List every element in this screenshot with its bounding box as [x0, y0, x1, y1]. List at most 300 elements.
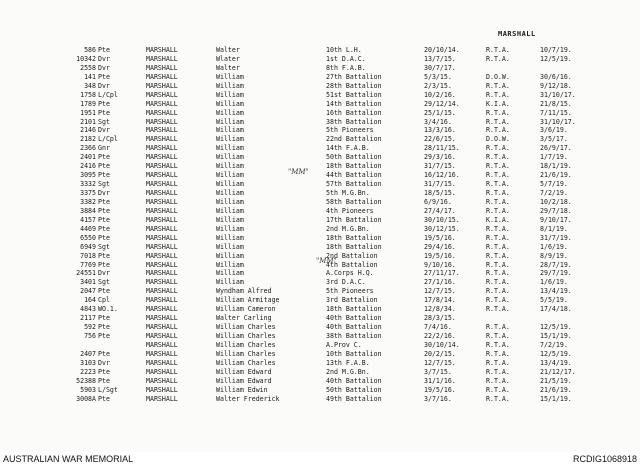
cell-fate: R.T.A. [486, 197, 510, 206]
table-row [0, 118, 640, 127]
cell-rank: Pte [98, 376, 110, 385]
cell-return-date: 31/10/17. [540, 117, 576, 126]
table-row [0, 278, 640, 287]
cell-given-names: William [216, 81, 244, 90]
cell-fate: R.T.A. [486, 162, 510, 171]
cell-given-names: William [216, 126, 244, 135]
cell-unit: 8th F.A.B. [326, 63, 366, 72]
cell-rank: Dvr [98, 63, 110, 72]
cell-return-date: 31/7/19. [540, 233, 572, 242]
cell-unit: 2nd M.G.Bn. [326, 224, 370, 233]
cell-unit: 10th L.H. [326, 46, 362, 54]
cell-unit: 28th Battalion [326, 81, 382, 90]
cell-enlistment-date: 7/4/16. [424, 323, 452, 332]
cell-surname: MARSHALL [146, 171, 178, 180]
cell-return-date: 8/9/19. [540, 251, 568, 260]
cell-rank: Gnr [98, 144, 110, 153]
cell-fate: R.T.A. [486, 385, 510, 394]
cell-return-date: 7/2/19. [540, 340, 568, 349]
cell-surname: MARSHALL [146, 90, 178, 99]
cell-service-number: 52388 [76, 376, 96, 385]
cell-surname: MARSHALL [146, 135, 178, 144]
cell-return-date: 21/8/15. [540, 99, 572, 108]
cell-given-names: William [216, 108, 244, 117]
cell-given-names: William Charles [216, 349, 276, 358]
cell-unit: 27th Battalion [326, 72, 382, 81]
table-row [0, 198, 640, 207]
cell-return-date: 18/1/19. [540, 162, 572, 171]
table-row [0, 243, 640, 252]
cell-given-names: William [216, 269, 244, 278]
cell-fate: R.T.A. [486, 224, 510, 233]
cell-surname: MARSHALL [146, 215, 178, 224]
cell-service-number: 2558 [80, 63, 96, 72]
mm-annotation: "MM" [316, 257, 337, 265]
cell-rank: Pte [98, 72, 110, 81]
cell-service-number: 2182 [80, 135, 96, 144]
cell-service-number: 141 [84, 72, 96, 81]
cell-unit: 50th Battalion [326, 153, 382, 162]
cell-rank: Sgt [98, 117, 110, 126]
cell-surname: MARSHALL [146, 260, 178, 269]
cell-given-names: William [216, 278, 244, 287]
cell-unit: 14th Battalion [326, 99, 382, 108]
cell-fate: R.T.A. [486, 323, 510, 332]
footer-institution: AUSTRALIAN WAR MEMORIAL [3, 454, 134, 464]
cell-service-number: 7018 [80, 251, 96, 260]
cell-return-date: 29/7/19. [540, 269, 572, 278]
cell-enlistment-date: 25/1/15. [424, 108, 456, 117]
cell-surname: MARSHALL [146, 385, 178, 394]
cell-unit: A.Corps H.Q. [326, 269, 374, 278]
cell-surname: MARSHALL [146, 305, 178, 314]
cell-given-names: William [216, 153, 244, 162]
cell-service-number: 348 [84, 81, 96, 90]
cell-unit: 16th Battalion [326, 108, 382, 117]
cell-given-names: William [216, 180, 244, 189]
cell-fate: R.T.A. [486, 358, 510, 367]
surname-heading: MARSHALL [498, 30, 536, 38]
cell-rank: Pte [98, 349, 110, 358]
cell-surname: MARSHALL [146, 394, 178, 403]
cell-fate: R.T.A. [486, 260, 510, 269]
cell-enlistment-date: 12/8/34. [424, 305, 456, 314]
cell-unit: 50th Battalion [326, 385, 382, 394]
cell-service-number: 4843 [80, 305, 96, 314]
cell-enlistment-date: 13/3/16. [424, 126, 456, 135]
cell-fate: R.T.A. [486, 144, 510, 153]
cell-given-names: William [216, 117, 244, 126]
cell-fate: R.T.A. [486, 81, 510, 90]
table-row [0, 135, 640, 144]
cell-surname: MARSHALL [146, 296, 178, 305]
cell-service-number: 3401 [80, 278, 96, 287]
cell-rank: Dvr [98, 358, 110, 367]
cell-surname: MARSHALL [146, 117, 178, 126]
cell-surname: MARSHALL [146, 251, 178, 260]
cell-return-date: 29/7/18. [540, 206, 572, 215]
cell-return-date: 7/2/19. [540, 189, 568, 197]
table-row [0, 225, 640, 234]
cell-given-names: Walter Carling [216, 314, 272, 323]
cell-unit: 58th Battalion [326, 197, 382, 206]
table-row [0, 323, 640, 332]
cell-service-number: 1758 [80, 90, 96, 99]
cell-return-date: 26/9/17. [540, 144, 572, 153]
table-row [0, 207, 640, 216]
cell-given-names: William [216, 189, 244, 197]
cell-surname: MARSHALL [146, 340, 178, 349]
cell-service-number: 2117 [80, 314, 96, 323]
cell-enlistment-date: 2/3/15. [424, 81, 452, 90]
table-row [0, 153, 640, 162]
cell-surname: MARSHALL [146, 81, 178, 90]
cell-rank: Pte [98, 323, 110, 332]
cell-return-date: 21/5/19. [540, 376, 572, 385]
cell-rank: WO.1. [98, 305, 118, 314]
table-row [0, 73, 640, 82]
cell-unit: 44th Battalion [326, 171, 382, 180]
table-row [0, 216, 640, 225]
cell-rank: Pte [98, 171, 110, 180]
cell-rank: Pte [98, 215, 110, 224]
cell-return-date: 7/11/15. [540, 108, 572, 117]
cell-return-date: 1/6/19. [540, 278, 568, 287]
cell-rank: Pte [98, 153, 110, 162]
cell-rank: Pte [98, 162, 110, 171]
cell-rank: Dvr [98, 81, 110, 90]
cell-fate: R.T.A. [486, 171, 510, 180]
cell-given-names: William [216, 90, 244, 99]
cell-enlistment-date: 18/5/15. [424, 189, 456, 197]
cell-enlistment-date: 30/12/15. [424, 224, 460, 233]
cell-enlistment-date: 19/5/16. [424, 251, 456, 260]
cell-rank: Cpl [98, 296, 110, 305]
cell-service-number: 3008A [76, 394, 96, 403]
table-row [0, 386, 640, 395]
cell-unit: 3rd D.A.C. [326, 278, 366, 287]
cell-return-date: 1/7/19. [540, 153, 568, 162]
cell-surname: MARSHALL [146, 54, 178, 63]
cell-fate: R.T.A. [486, 189, 510, 197]
cell-unit: 5th Pioneers [326, 287, 374, 296]
cell-enlistment-date: 30/10/15. [424, 215, 460, 224]
cell-return-date: 5/5/19. [540, 296, 568, 305]
cell-service-number: 164 [84, 296, 96, 305]
table-row [0, 100, 640, 109]
cell-given-names: William Charles [216, 358, 276, 367]
table-row [0, 126, 640, 135]
cell-unit: 40th Battalion [326, 314, 382, 323]
cell-unit: A.Prov C. [326, 340, 362, 349]
cell-given-names: William Cameron [216, 305, 276, 314]
cell-fate: K.I.A. [486, 99, 510, 108]
cell-fate: R.T.A. [486, 126, 510, 135]
cell-unit: 38th Battalion [326, 117, 382, 126]
cell-service-number: 592 [84, 323, 96, 332]
cell-service-number: 2223 [80, 367, 96, 376]
cell-given-names: Walter [216, 63, 240, 72]
cell-surname: MARSHALL [146, 314, 178, 323]
nominal-roll-list [0, 46, 640, 404]
cell-enlistment-date: 3/7/16. [424, 394, 452, 403]
cell-service-number: 2101 [80, 117, 96, 126]
cell-enlistment-date: 29/12/14. [424, 99, 460, 108]
cell-enlistment-date: 28/11/15. [424, 144, 460, 153]
cell-enlistment-date: 13/7/15. [424, 54, 456, 63]
cell-given-names: William Charles [216, 323, 276, 332]
cell-rank: Dvr [98, 126, 110, 135]
table-row [0, 82, 640, 91]
table-row [0, 287, 640, 296]
cell-surname: MARSHALL [146, 197, 178, 206]
cell-return-date: 10/2/18. [540, 197, 572, 206]
cell-unit: 18th Battalion [326, 305, 382, 314]
cell-return-date: 12/5/19. [540, 323, 572, 332]
cell-enlistment-date: 16/12/16. [424, 171, 460, 180]
cell-service-number: 2416 [80, 162, 96, 171]
cell-fate: K.I.A. [486, 215, 510, 224]
table-row [0, 180, 640, 189]
cell-rank: Dvr [98, 269, 110, 278]
table-row [0, 162, 640, 171]
table-row [0, 359, 640, 368]
table-row [0, 91, 640, 100]
cell-return-date: 28/7/19. [540, 260, 572, 269]
cell-return-date: 8/1/19. [540, 224, 568, 233]
cell-service-number: 5903 [80, 385, 96, 394]
cell-return-date: 21/6/19. [540, 171, 572, 180]
cell-return-date: 21/6/19. [540, 385, 572, 394]
cell-rank: Pte [98, 394, 110, 403]
cell-unit: 49th Battalion [326, 394, 382, 403]
table-row [0, 395, 640, 404]
cell-unit: 5th M.G.Bn. [326, 189, 370, 197]
table-row [0, 171, 640, 180]
cell-enlistment-date: 19/5/16. [424, 385, 456, 394]
table-row [0, 46, 640, 55]
cell-service-number: 1951 [80, 108, 96, 117]
table-row [0, 350, 640, 359]
cell-unit: 13th F.A.B. [326, 358, 370, 367]
cell-rank: Pte [98, 197, 110, 206]
table-row [0, 332, 640, 341]
cell-return-date: 30/6/16. [540, 72, 572, 81]
cell-given-names: Wyndham Alfred [216, 287, 272, 296]
cell-rank: Dvr [98, 54, 110, 63]
cell-return-date: 12/5/19. [540, 54, 572, 63]
cell-surname: MARSHALL [146, 287, 178, 296]
cell-given-names: William [216, 162, 244, 171]
cell-rank: Pte [98, 224, 110, 233]
cell-fate: R.T.A. [486, 332, 510, 340]
cell-given-names: Walter Frederick [216, 394, 280, 403]
cell-fate: R.T.A. [486, 376, 510, 385]
cell-enlistment-date: 31/7/15. [424, 180, 456, 189]
cell-service-number: 2146 [80, 126, 96, 135]
table-row [0, 314, 640, 323]
cell-fate: R.T.A. [486, 117, 510, 126]
cell-enlistment-date: 3/4/16. [424, 117, 452, 126]
cell-enlistment-date: 22/6/15. [424, 135, 456, 144]
cell-enlistment-date: 19/5/16. [424, 233, 456, 242]
cell-return-date: 17/4/18. [540, 305, 572, 314]
cell-surname: MARSHALL [146, 99, 178, 108]
cell-surname: MARSHALL [146, 46, 178, 54]
cell-service-number: 7769 [80, 260, 96, 269]
cell-return-date: 21/12/17. [540, 367, 576, 376]
cell-enlistment-date: 30/10/14. [424, 340, 460, 349]
cell-given-names: William [216, 197, 244, 206]
cell-surname: MARSHALL [146, 189, 178, 197]
footer-record-id: RCDIG1068918 [572, 454, 637, 464]
cell-surname: MARSHALL [146, 153, 178, 162]
cell-surname: MARSHALL [146, 323, 178, 332]
cell-fate: R.T.A. [486, 394, 510, 403]
cell-rank: Pte [98, 108, 110, 117]
cell-given-names: William [216, 260, 244, 269]
cell-surname: MARSHALL [146, 376, 178, 385]
cell-enlistment-date: 31/7/15. [424, 162, 456, 171]
cell-rank: Sgt [98, 242, 110, 251]
cell-surname: MARSHALL [146, 108, 178, 117]
table-row [0, 189, 640, 198]
cell-surname: MARSHALL [146, 144, 178, 153]
table-row [0, 305, 640, 314]
cell-surname: MARSHALL [146, 63, 178, 72]
cell-surname: MARSHALL [146, 242, 178, 251]
cell-return-date: 13/4/19. [540, 358, 572, 367]
cell-fate: R.T.A. [486, 242, 510, 251]
cell-unit: 14th F.A.B. [326, 144, 370, 153]
cell-unit: 40th Battalion [326, 323, 382, 332]
cell-service-number: 756 [84, 332, 96, 340]
cell-enlistment-date: 9/10/16. [424, 260, 456, 269]
cell-given-names: William [216, 206, 244, 215]
cell-return-date: 15/1/19. [540, 332, 572, 340]
cell-given-names: William [216, 171, 244, 180]
cell-fate: R.T.A. [486, 90, 510, 99]
cell-service-number: 10342 [76, 54, 96, 63]
cell-service-number: 3332 [80, 180, 96, 189]
cell-surname: MARSHALL [146, 233, 178, 242]
cell-enlistment-date: 3/7/15. [424, 367, 452, 376]
cell-surname: MARSHALL [146, 367, 178, 376]
cell-surname: MARSHALL [146, 180, 178, 189]
cell-given-names: William Charles [216, 332, 276, 340]
cell-given-names: William [216, 233, 244, 242]
cell-service-number: 3382 [80, 197, 96, 206]
cell-rank: Pte [98, 367, 110, 376]
cell-service-number: 4469 [80, 224, 96, 233]
cell-enlistment-date: 20/2/15. [424, 349, 456, 358]
cell-service-number: 3884 [80, 206, 96, 215]
cell-unit: 17th Battalion [326, 215, 382, 224]
cell-fate: R.T.A. [486, 287, 510, 296]
cell-return-date: 9/10/17. [540, 215, 572, 224]
cell-surname: MARSHALL [146, 162, 178, 171]
cell-enlistment-date: 20/10/14. [424, 46, 460, 54]
cell-rank: Pte [98, 314, 110, 323]
cell-rank: Pte [98, 251, 110, 260]
cell-unit: 1st D.A.C. [326, 54, 366, 63]
cell-given-names: William [216, 224, 244, 233]
cell-rank: Pte [98, 99, 110, 108]
cell-rank: Pte [98, 332, 110, 340]
cell-service-number: 6550 [80, 233, 96, 242]
cell-surname: MARSHALL [146, 269, 178, 278]
cell-rank: L/Cpl [98, 90, 118, 99]
cell-return-date: 15/1/19. [540, 394, 572, 403]
cell-fate: R.T.A. [486, 46, 510, 54]
cell-enlistment-date: 22/2/16. [424, 332, 456, 340]
cell-given-names: William Armitage [216, 296, 280, 305]
cell-given-names: William [216, 251, 244, 260]
cell-fate: R.T.A. [486, 180, 510, 189]
cell-service-number: 3095 [80, 171, 96, 180]
cell-enlistment-date: 27/11/17. [424, 269, 460, 278]
cell-enlistment-date: 28/3/15. [424, 314, 456, 323]
cell-enlistment-date: 29/3/16. [424, 153, 456, 162]
cell-service-number: 586 [84, 46, 96, 54]
cell-fate: R.T.A. [486, 251, 510, 260]
cell-return-date: 3/6/19. [540, 126, 568, 135]
cell-surname: MARSHALL [146, 358, 178, 367]
cell-enlistment-date: 6/9/16. [424, 197, 452, 206]
table-row [0, 269, 640, 278]
cell-unit: 3rd Battalion [326, 296, 378, 305]
cell-fate: R.T.A. [486, 278, 510, 287]
cell-given-names: William [216, 215, 244, 224]
cell-enlistment-date: 30/7/17. [424, 63, 456, 72]
cell-enlistment-date: 27/4/17. [424, 206, 456, 215]
cell-fate: R.T.A. [486, 305, 510, 314]
cell-fate: D.O.W. [486, 135, 510, 144]
cell-return-date: 12/5/19. [540, 349, 572, 358]
cell-return-date: 10/7/19. [540, 46, 572, 54]
cell-unit: 40th Battalion [326, 376, 382, 385]
cell-surname: MARSHALL [146, 278, 178, 287]
table-row [0, 144, 640, 153]
cell-enlistment-date: 29/4/16. [424, 242, 456, 251]
cell-return-date: 5/7/19. [540, 180, 568, 189]
cell-fate: R.T.A. [486, 349, 510, 358]
cell-rank: Pte [98, 46, 110, 54]
cell-given-names: William [216, 242, 244, 251]
cell-fate: R.T.A. [486, 367, 510, 376]
table-row [0, 109, 640, 118]
cell-surname: MARSHALL [146, 72, 178, 81]
cell-rank: Pte [98, 287, 110, 296]
cell-rank: Pte [98, 233, 110, 242]
cell-rank: Sgt [98, 278, 110, 287]
cell-fate: R.T.A. [486, 296, 510, 305]
cell-surname: MARSHALL [146, 224, 178, 233]
cell-service-number: 2047 [80, 287, 96, 296]
cell-fate: D.O.W. [486, 72, 510, 81]
cell-unit: 4th Battalion [326, 260, 378, 269]
cell-given-names: William [216, 135, 244, 144]
cell-unit: 2nd M.G.Bn. [326, 367, 370, 376]
cell-enlistment-date: 12/7/15. [424, 287, 456, 296]
cell-given-names: William Edwin [216, 385, 268, 394]
cell-given-names: William [216, 72, 244, 81]
cell-enlistment-date: 10/2/16. [424, 90, 456, 99]
cell-service-number: 24551 [76, 269, 96, 278]
cell-enlistment-date: 17/8/14. [424, 296, 456, 305]
cell-unit: 57th Battalion [326, 180, 382, 189]
cell-given-names: William [216, 99, 244, 108]
